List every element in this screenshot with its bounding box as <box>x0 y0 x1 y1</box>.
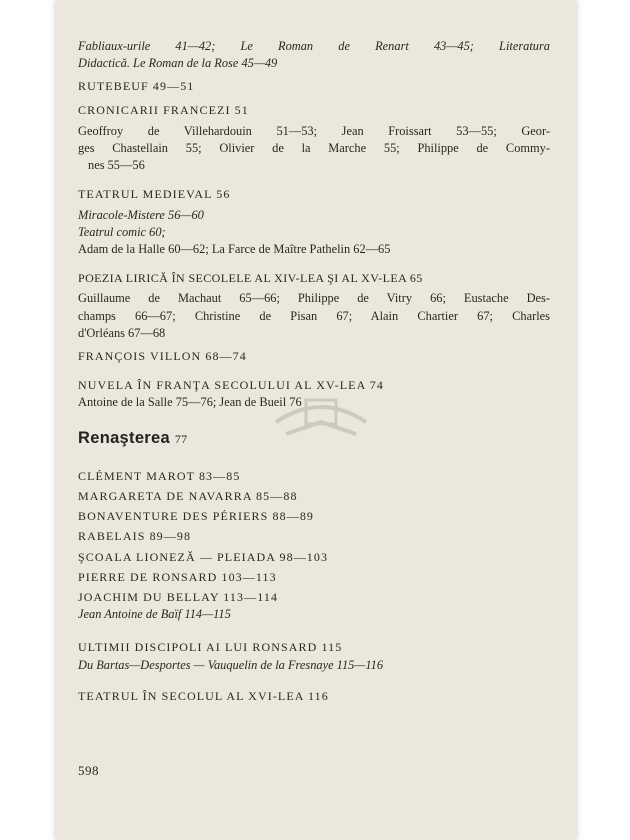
toc-heading: PIERRE DE RONSARD 103—113 <box>78 569 277 584</box>
toc-line: Antoine de la Salle 75—76; Jean de Bueil 76 <box>78 395 302 410</box>
toc-heading: TEATRUL MEDIEVAL 56 <box>78 187 231 202</box>
page-number: 598 <box>78 763 99 778</box>
toc-heading: RABELAIS 89—98 <box>78 529 192 544</box>
toc-heading: NUVELA ÎN FRANŢA SECOLULUI AL XV-LEA 74 <box>78 378 385 393</box>
toc-line: Fabliaux-urile 41—42; Le Roman de Renart 43—45; Literatura <box>78 39 550 53</box>
toc-heading: RUTEBEUF 49—51 <box>78 79 195 94</box>
toc-line: nes 55—56 <box>88 158 145 173</box>
toc-line: Teatrul comic 60; <box>78 224 166 239</box>
section-title: Renaşterea <box>78 428 170 447</box>
toc-heading: JOACHIM DU BELLAY 113—114 <box>78 590 279 605</box>
toc-line: champs 66—67; Christine de Pisan 67; Alain Chartier 67; Charles <box>78 308 550 323</box>
toc-line: d'Orléans 67—68 <box>78 325 166 340</box>
book-logo-icon <box>266 372 376 452</box>
section-page: 77 <box>174 431 188 446</box>
toc-heading: POEZIA LIRICĂ ÎN SECOLELE AL XIV-LEA ŞI AL XV-LEA 65 <box>78 271 423 286</box>
toc-heading: FRANÇOIS VILLON 68—74 <box>78 349 247 364</box>
toc-heading: ULTIMII DISCIPOLI AI LUI RONSARD 115 <box>78 640 343 655</box>
toc-line: Geoffroy de Villehardouin 51—53; Jean Froissart 53—55; Geor- <box>78 123 550 138</box>
toc-heading: MARGARETA DE NAVARRA 85—88 <box>78 489 298 504</box>
toc-heading: CRONICARII FRANCEZI 51 <box>78 102 249 117</box>
toc-heading: ŞCOALA LIONEZĂ — PLEIADA 98—103 <box>78 549 329 564</box>
toc-line: Miracole-Mistere 56—60 <box>78 207 204 222</box>
toc-line: Didactică. Le Roman de la Rose 45—49 <box>78 56 278 71</box>
toc-line: Adam de la Halle 60—62; La Farce de Maître Pathelin 62—65 <box>78 242 391 257</box>
toc-heading: CLÉMENT MAROT 83—85 <box>78 468 241 483</box>
toc-line: Jean Antoine de Baïf 114—115 <box>78 607 231 622</box>
book-page <box>56 0 576 840</box>
toc-line: Guillaume de Machaut 65—66; Philippe de Vitry 66; Eustache Des- <box>78 291 550 306</box>
toc-line: Du Bartas—Desportes — Vauquelin de la Fresnaye 115—116 <box>78 657 384 672</box>
toc-line: ges Chastellain 55; Olivier de la Marche 55; Philippe de Commy- <box>78 141 550 156</box>
toc-heading: BONAVENTURE DES PÉRIERS 88—89 <box>78 509 315 524</box>
toc-heading: TEATRUL ÎN SECOLUL AL XVI-LEA 116 <box>78 688 329 703</box>
